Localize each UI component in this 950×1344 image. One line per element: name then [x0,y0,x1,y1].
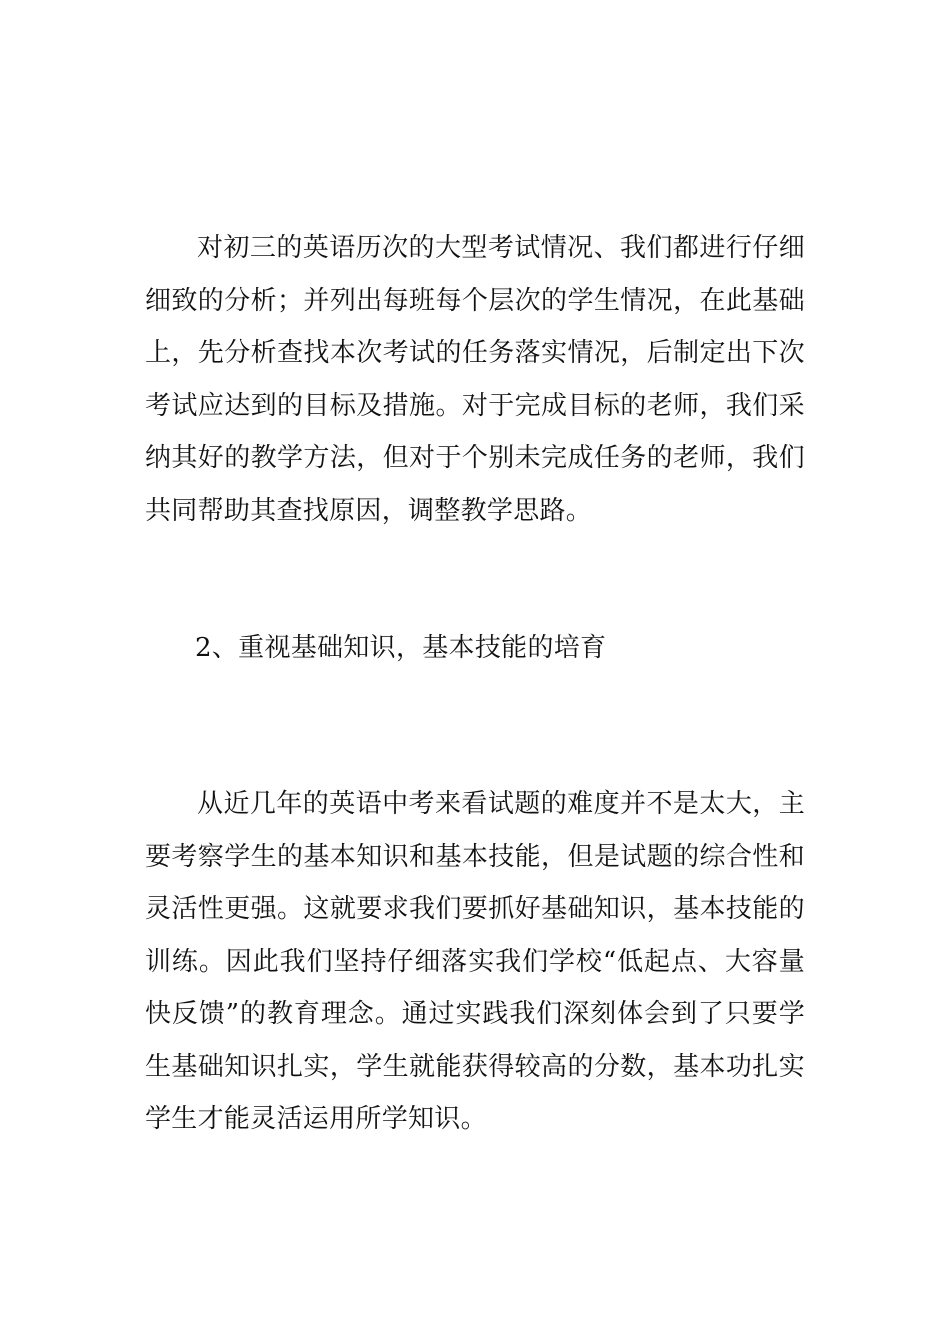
section-heading: 2、重视基础知识，基本技能的培育 [195,633,607,663]
body-paragraph-exam-analysis: 对初三的英语历次的大型考试情况、我们都进行仔细细致的分析；并列出每班每个层次的学生情况，在此基础上，先分析查找本次考试的任务落实情况，后制定出下次考试应达到的目标及措施。对于完成目标的老师，我们采纳其好的教学方法，但对于个别未完成任务的老师，我们共同帮助其查找原因，调整教学思路。 [145,233,805,526]
body-paragraph-basic-skills: 从近几年的英语中考来看试题的难度并不是太大，主要考察学生的基本知识和基本技能，但是试题的综合性和灵活性更强。这就要求我们要抓好基础知识，基本技能的训练。因此我们坚持仔细落实我们学校“低起点、大容量快反馈”的教育理念。通过实践我们深刻体会到了只要学生基础知识扎实，学生就能获得较高的分数，基本功扎实学生才能灵活运用所学知识。 [145,789,805,1134]
